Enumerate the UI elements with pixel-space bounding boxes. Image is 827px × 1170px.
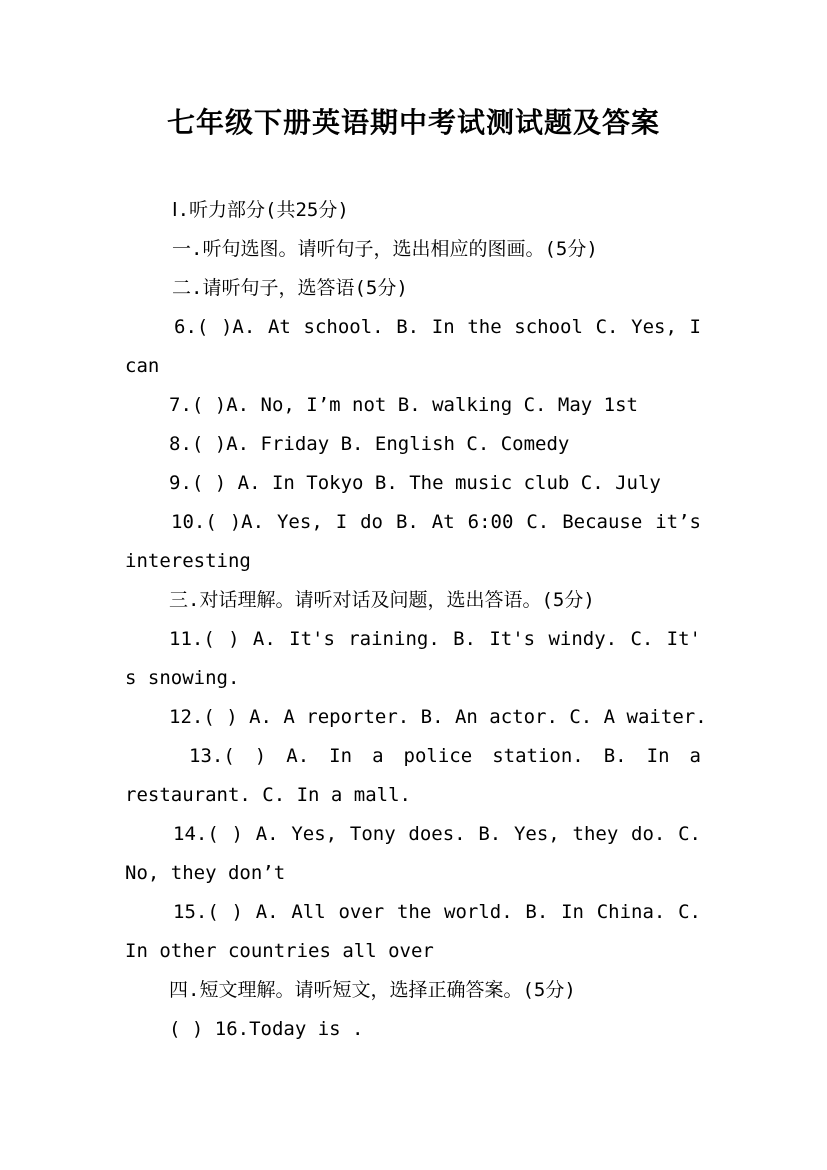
question-continuation bbox=[0, 932, 827, 971]
text-line: 6.( )A. At school. B. In the school C. Yes, I bbox=[174, 316, 701, 338]
text-line: 10.( )A. Yes, I do B. At 6:00 C. Because it’s bbox=[171, 511, 701, 533]
text-line: 9.( ) A. In Tokyo B. The music club C. July bbox=[169, 472, 661, 494]
question-continuation bbox=[0, 776, 827, 815]
section-heading bbox=[0, 191, 827, 230]
question-line bbox=[0, 308, 827, 347]
text-line: 二.请听句子，选答语(5分) bbox=[172, 277, 408, 299]
text-line: 四.短文理解。请听短文，选择正确答案。(5分) bbox=[169, 979, 576, 1001]
section-heading bbox=[0, 581, 827, 620]
text-line: 一.听句选图。请听句子，选出相应的图画。(5分) bbox=[172, 238, 598, 260]
section-heading bbox=[0, 971, 827, 1010]
question-line bbox=[0, 737, 827, 776]
text-line: interesting bbox=[125, 550, 251, 572]
text-line: s snowing. bbox=[125, 667, 240, 689]
question-line bbox=[0, 464, 827, 503]
question-line bbox=[0, 620, 827, 659]
section-heading bbox=[0, 230, 827, 269]
question-line bbox=[0, 815, 827, 854]
text-line: can bbox=[125, 355, 160, 377]
text-line: 三.对话理解。请听对话及问题，选出答语。(5分) bbox=[169, 589, 595, 611]
document-title: 七年级下册英语期中考试测试题及答案 bbox=[166, 106, 660, 139]
question-line bbox=[0, 503, 827, 542]
text-line: Ⅰ.听力部分(共25分) bbox=[172, 199, 349, 221]
text-line: No, they don’t bbox=[125, 862, 286, 884]
question-line bbox=[0, 386, 827, 425]
text-line: 13.( ) A. In a police station. B. In a bbox=[189, 745, 701, 767]
text-line: restaurant. C. In a mall. bbox=[125, 784, 411, 806]
question-continuation bbox=[0, 347, 827, 386]
text-line: 7.( )A. No, I’m not B. walking C. May 1st bbox=[169, 394, 638, 416]
question-line bbox=[0, 425, 827, 464]
text-line: ( ) 16.Today is . bbox=[169, 1018, 364, 1040]
question-line bbox=[0, 893, 827, 932]
question-line bbox=[0, 698, 827, 737]
question-continuation bbox=[0, 659, 827, 698]
text-line: 14.( ) A. Yes, Tony does. B. Yes, they do. C. bbox=[173, 823, 701, 845]
question-continuation bbox=[0, 854, 827, 893]
question-continuation bbox=[0, 542, 827, 581]
section-heading bbox=[0, 269, 827, 308]
text-line: 8.( )A. Friday B. English C. Comedy bbox=[169, 433, 570, 455]
text-line: 12.( ) A. A reporter. B. An actor. C. A waiter. bbox=[169, 706, 707, 728]
text-line: 15.( ) A. All over the world. B. In China. C. bbox=[173, 901, 701, 923]
text-line: 11.( ) A. It's raining. B. It's windy. C. It' bbox=[169, 628, 701, 650]
question-line bbox=[0, 1010, 827, 1049]
text-line: In other countries all over bbox=[125, 940, 434, 962]
